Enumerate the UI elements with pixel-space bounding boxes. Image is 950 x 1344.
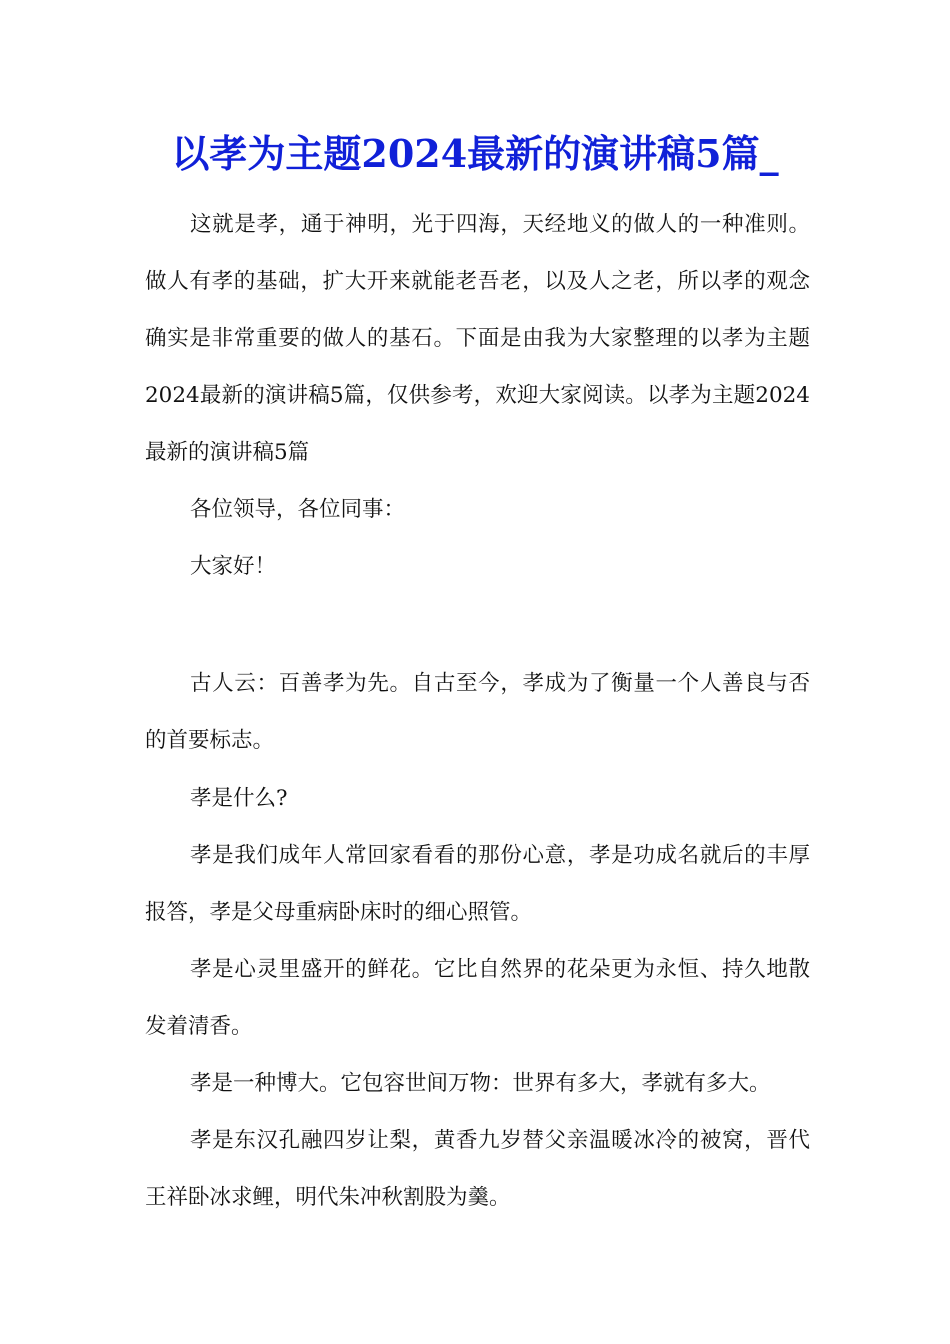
paragraph-vastness: 孝是一种博大。它包容世间万物：世界有多大，孝就有多大。 [190, 1071, 771, 1096]
paragraph-ancient-saying: 古人云：百善孝为先。自古至今，孝成为了衡量一个人善良与否的首要标志。 [145, 671, 810, 753]
paragraph-filial-meaning: 孝是我们成年人常回家看看的那份心意，孝是功成名就后的丰厚报答，孝是父母重病卧床时的细心照管。 [145, 843, 810, 925]
paragraph-question: 孝是什么? [190, 786, 288, 811]
paragraph-greeting: 各位领导，各位同事： [190, 497, 406, 522]
paragraph-hello: 大家好！ [190, 554, 277, 579]
paragraph-historical-examples: 孝是东汉孔融四岁让梨，黄香九岁替父亲温暖冰冷的被窝，晋代王祥卧冰求鲤，明代朱冲秋割股为羹。 [145, 1128, 810, 1210]
paragraph-intro: 这就是孝，通于神明，光于四海，天经地义的做人的一种准则。做人有孝的基础，扩大开来就能老吾老，以及人之老，所以孝的观念确实是非常重要的做人的基石。下面是由我为大家整理的以孝为主题2024最新的演讲稿5篇，仅供参考，欢迎大家阅读。以孝为主题2024最新的演讲稿5篇 [145, 212, 810, 465]
paragraph-flower: 孝是心灵里盛开的鲜花。它比自然界的花朵更为永恒、持久地散发着清香。 [145, 957, 810, 1039]
document-title: 以孝为主题2024最新的演讲稿5篇_ [171, 131, 779, 176]
